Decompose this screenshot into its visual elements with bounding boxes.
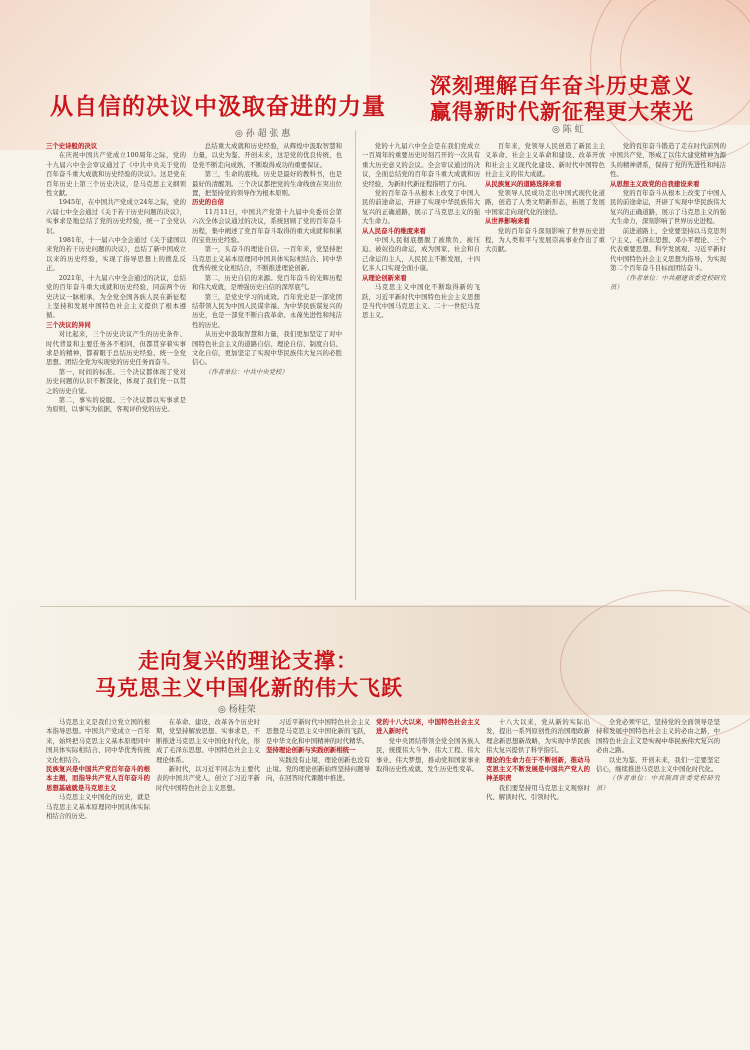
article3-column-4 — [376, 718, 480, 1040]
paragraph: 党的百年奋斗从根本上改变了中国人民的前途命运，开辟了实现中华民族伟大复兴的正确道路，展示了马克思主义的强大生命力。 — [362, 189, 480, 226]
paragraph: 对比起来，三个历史决议产生的历史条件、时代背景和主要任务各不相同，但都贯穿着实事求是的精神，都着眼于总结历史经验、统一全党思想、团结全党为实现党的历史任务而奋斗。 — [46, 330, 186, 367]
article1-column-1 — [46, 142, 186, 600]
subheading: 从理论创新来看 — [362, 273, 407, 282]
paragraph: 第二，事实的说服。三个决议都以实事求是为原则，以事实为依据，客观评价党的历史。 — [46, 395, 186, 414]
paragraph: 党领导人民成功走出中国式现代化道路，创造了人类文明新形态，拓展了发展中国家走向现代化的途径。 — [485, 189, 605, 216]
paragraph: 前进道路上，全党要坚持以马克思列宁主义、毛泽东思想、邓小平理论、三个代表重要思想、科学发展观、习近平新时代中国特色社会主义思想为指导，为实现第二个百年奋斗目标而团结奋斗。 — [610, 226, 726, 273]
paragraph: 新时代，以习近平同志为主要代表的中国共产党人，创立了习近平新时代中国特色社会主义思想。 — [156, 765, 260, 792]
article2-column-3 — [610, 142, 726, 600]
paragraph: 实践没有止境，理论创新也没有止境。党的理论创新始终坚持问题导向，在回答时代课题中推进。 — [266, 755, 370, 783]
article1-author: ◎ 孙 超 张 惠 — [235, 129, 291, 139]
article2-column-2 — [485, 142, 605, 600]
subheading: 从人民奋斗的维度来看 — [362, 226, 426, 235]
paragraph: 马克思主义中国化不断取得新的飞跃，习近平新时代中国特色社会主义思想是当代中国马克思主义、二十一世纪马克思主义。 — [362, 283, 480, 320]
paragraph: 全党必须牢记，坚持党的全面领导是坚持和发展中国特色社会主义的必由之路，中国特色社会主义是实现中华民族伟大复兴的必由之路。 — [596, 718, 720, 755]
paragraph: 11月11日，中国共产党第十九届中央委员会第六次全体会议通过的决议，系统回顾了党的百年奋斗历程，集中阐述了党百年奋斗取得的重大成就和积累的宝贵历史经验。 — [192, 207, 342, 245]
paragraph: 中国人民彻底摆脱了被欺负、被压迫、被奴役的命运，成为国家、社会和自己命运的主人，人民民主不断发展，十四亿多人口实现全面小康。 — [362, 236, 480, 273]
article1-column-2 — [192, 142, 342, 600]
paragraph: 马克思主义中国化的历史，就是马克思主义基本原理同中国具体实际相结合的历史。 — [46, 793, 150, 821]
header-background-left — [0, 0, 370, 150]
article2-author: ◎ 陈 虹 — [552, 125, 584, 135]
subheading: 三个决议的异同 — [46, 320, 91, 329]
article3-headline-line2: 马克思主义中国化新的伟大飞跃 — [95, 676, 403, 700]
article3-column-1 — [46, 718, 150, 1040]
paragraph: 从历史中汲取智慧和力量，我们更加坚定了对中国特色社会主义的道路自信、理论自信、制度自信、文化自信，更加坚定了实现中华民族伟大复兴的必胜信心。 — [192, 330, 342, 367]
paragraph: 我们要坚持用马克思主义观察时代、解读时代、引领时代。 — [486, 783, 590, 802]
paragraph: 第三，是党史学习的成效。百年党史是一部党团结带领人民为中国人民谋幸福、为中华民族谋复兴的历史，也是一部党不断自我革命、永葆先进性和纯洁性的历史。 — [192, 292, 342, 329]
author-note: （作者单位：中共陕西省委党校研究员） — [596, 774, 720, 792]
paragraph: 马克思主义是我们立党立国的根本指导思想。中国共产党成立一百年来，始终把马克思主义基本原理同中国具体实际相结合、同中华优秀传统文化相结合。 — [46, 718, 150, 764]
subheading: 三个史诗般的决议 — [46, 142, 98, 150]
paragraph: 习近平新时代中国特色社会主义思想是马克思主义中国化新的飞跃，是中华文化和中国精神的时代精华。 — [266, 718, 370, 745]
subheading: 历史的自信 — [192, 198, 224, 207]
paragraph: 党的百年奋斗深刻影响了世界历史进程，为人类和平与发展崇高事业作出了重大贡献。 — [485, 226, 605, 254]
paragraph: 第一，时间的标准。三个决议都体现了党对历史问题的认识不断深化，体现了我们党一以贯之的历史自觉。 — [46, 367, 186, 395]
article3-column-6 — [596, 718, 720, 1040]
subheading: 从民族复兴的道路选择来看 — [485, 179, 562, 188]
paragraph: 党中央团结带领全党全国各族人民，统揽伟大斗争、伟大工程、伟大事业、伟大梦想，推动党和国家事业取得历史性成就、发生历史性变革。 — [376, 736, 480, 774]
article3-headline-line1: 走向复兴的理论支撑： — [138, 649, 358, 673]
subheading: 坚持理论创新与实践创新相统一 — [266, 746, 356, 755]
article2-headline-line2: 赢得新时代新征程更大荣光 — [430, 100, 694, 124]
paragraph: 党的百年奋斗从根本上改变了中国人民的前途命运，开辟了实现中华民族伟大复兴的正确道路，展示了马克思主义的强大生命力，深刻影响了世界历史进程。 — [610, 189, 726, 226]
subheading: 理论的生命力在于不断创新，推动马克思主义不断发展是中国共产党人的神圣职责 — [486, 755, 590, 783]
article2-column-1 — [362, 142, 480, 600]
article1-headline: 从自信的决议中汲取奋进的力量 — [50, 94, 386, 120]
section-divider — [40, 606, 730, 607]
subheading: 从世界影响来看 — [485, 217, 530, 226]
paragraph: 第一，头奋斗的理论自信。一百年来，党坚持把马克思主义基本原理同中国具体实际相结合、同中华优秀传统文化相结合，不断推进理论创新。 — [192, 245, 342, 273]
column-divider — [355, 130, 356, 600]
article3-column-2 — [156, 718, 260, 1040]
article3-column-3 — [266, 718, 370, 1040]
paragraph: 百年来，党领导人民创造了新民主主义革命、社会主义革命和建设、改革开放和社会主义现代化建设、新时代中国特色社会主义的伟大成就。 — [485, 142, 605, 179]
author-note: （作者单位：中共中央党校） — [204, 367, 288, 376]
paragraph: 2021年，十九届六中全会通过的决议，总结党的百年奋斗重大成就和历史经验，同前两个历史决议一脉相承，为全党全国各族人民在新征程上坚持和发展中国特色社会主义提供了根本遵循。 — [46, 273, 186, 320]
subheading: 党的十八大以来，中国特色社会主义进入新时代 — [376, 718, 480, 736]
author-note: （作者单位：中共福建省委党校研究员） — [610, 273, 726, 292]
paragraph: 以史为鉴、开创未来，我们一定要坚定信心，继续推进马克思主义中国化时代化。 — [596, 755, 720, 774]
paragraph: 党的百年奋斗锻造了走在时代前列的中国共产党，形成了以伟大建党精神为源头的精神谱系，保持了党的先进性和纯洁性。 — [610, 142, 726, 179]
paragraph: 1945年，在中国共产党成立24年之际，党的六届七中全会通过《关于若干历史问题的决议》，实事求是地总结了党的历史经验，统一了全党认识。 — [46, 198, 186, 235]
paragraph: 总结重大成就和历史经验，从辉煌中汲取智慧和力量，以史为鉴、开创未来，这是党的优良传统，也是党不断走向成熟、不断取得成功的重要保证。 — [192, 142, 342, 169]
paragraph: 第二，历史自信的来源。党百年奋斗的光辉历程和伟大成就，是增强历史自信的深厚底气。 — [192, 273, 342, 292]
paragraph: 党的十九届六中全会是在我们党成立一百周年的重要历史时刻召开的一次具有重大历史意义的会议。全会审议通过的决议，全面总结党的百年奋斗重大成就和历史经验，为新时代新征程指明了方向。 — [362, 142, 480, 188]
paragraph: 第三，生命的底线。历史是最好的教科书，也是最好的清醒剂。三个决议都把党的生命线放在突出位置，把坚持党的领导作为根本原则。 — [192, 170, 342, 198]
paragraph: 1981年，十一届六中全会通过《关于建国以来党的若干历史问题的决议》，总结了新中国成立以来的历史经验，实现了指导思想上的拨乱反正。 — [46, 236, 186, 273]
subheading: 民族复兴是中国共产党百年奋斗的根本主题，而指导共产党人百年奋斗的思想基础就是马克思主义 — [46, 765, 150, 792]
article3-author: ◎ 杨桂荣 — [218, 705, 256, 715]
subheading: 从思想主义政党的自我建设来看 — [610, 179, 700, 188]
paragraph: 在庆祝中国共产党成立100周年之际，党的十九届六中全会审议通过了《中共中央关于党的百年奋斗重大成就和历史经验的决议》。这是党在百年历史上第三个历史决议，是马克思主义纲领性文献。 — [46, 151, 186, 198]
article2-headline-line1: 深刻理解百年奋斗历史意义 — [430, 74, 694, 98]
article3-column-5 — [486, 718, 590, 1040]
paragraph: 十八大以来，党从新的实际出发，提出一系列原创性的治国理政新理念新思想新战略，为实现中华民族伟大复兴提供了科学指引。 — [486, 718, 590, 755]
paragraph: 在革命、建设、改革各个历史时期，党坚持解放思想、实事求是，不断推进马克思主义中国化时代化，形成了毛泽东思想、中国特色社会主义理论体系。 — [156, 718, 260, 764]
